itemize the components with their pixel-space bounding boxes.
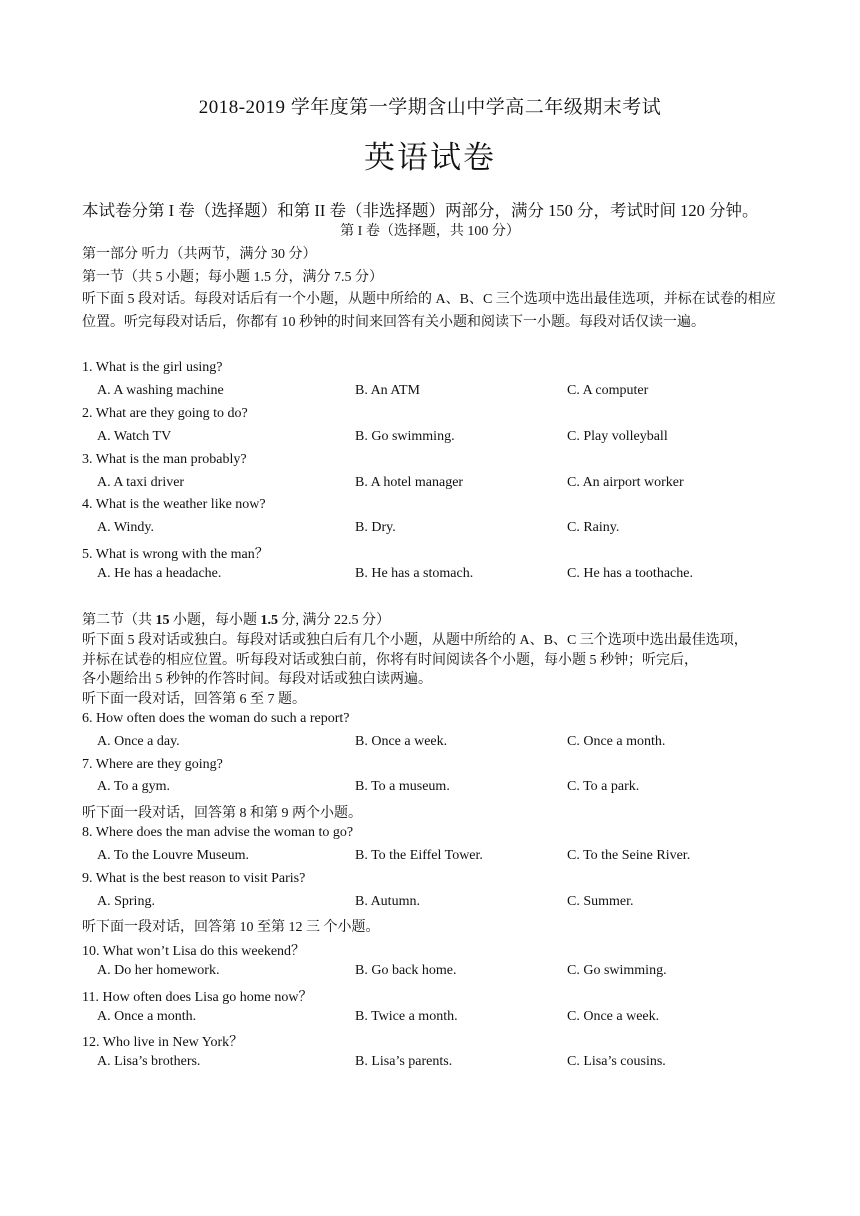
exam-intro: 本试卷分第 I 卷（选择题）和第 II 卷（非选择题）两部分，满分 150 分，考试时间 120 分钟。	[82, 201, 759, 220]
option-12c[interactable]: C. Lisa’s cousins.	[567, 1054, 666, 1069]
option-3b[interactable]: B. A hotel manager	[355, 475, 464, 490]
exam-title: 2018-2019 学年度第一学期含山中学高二年级期末考试	[198, 97, 662, 118]
question-2: 2. What are they going to do?	[82, 406, 248, 421]
question-9: 9. What is the best reason to visit Paris?	[82, 871, 306, 886]
question-4: 4. What is the weather like now?	[82, 497, 266, 512]
question-6: 6. How often does the woman do such a report?	[82, 711, 350, 726]
question-12: 12. Who live in New York？	[82, 1035, 244, 1050]
option-2b[interactable]: B. Go swimming.	[355, 429, 455, 444]
option-9c[interactable]: C. Summer.	[567, 894, 634, 909]
option-8a[interactable]: A. To the Louvre Museum.	[97, 848, 249, 863]
part1-heading: 第一部分 听力（共两节，满分 30 分）	[82, 247, 317, 262]
option-1b[interactable]: B. An ATM	[355, 383, 420, 398]
group-note-8-9: 听下面一段对话，回答第 8 和第 9 两个小题。	[82, 806, 362, 821]
section1-instructions: 听下面 5 段对话。每段对话后有一个小题，从题中所给的 A、B、C 三个选项中选出最佳选项，并标在试卷的相应位置。听完每段对话后，你都有 10 秒钟的时间来回答有关小题和阅读下一小题。每段对话仅读一遍。	[82, 292, 776, 330]
option-4a[interactable]: A. Windy.	[97, 520, 154, 535]
option-12b[interactable]: B. Lisa’s parents.	[355, 1054, 453, 1069]
option-8b[interactable]: B. To the Eiffel Tower.	[355, 848, 483, 863]
section1-heading: 第一节（共 5 小题；每小题 1.5 分，满分 7.5 分）	[82, 270, 383, 285]
option-11b[interactable]: B. Twice a month.	[355, 1009, 458, 1024]
exam-subject-title: 英语试卷	[364, 140, 496, 175]
option-10a[interactable]: A. Do her homework.	[97, 963, 220, 978]
option-11a[interactable]: A. Once a month.	[97, 1009, 197, 1024]
question-10: 10. What won’t Lisa do this weekend？	[82, 944, 306, 959]
section2-heading: 第二节（共 15 小题，每小题 1.5 分, 满分 22.5 分）	[82, 613, 390, 628]
question-11: 11. How often does Lisa go home now？	[82, 990, 313, 1005]
question-7: 7. Where are they going?	[82, 757, 223, 772]
option-4c[interactable]: C. Rainy.	[567, 520, 620, 535]
option-9b[interactable]: B. Autumn.	[355, 894, 420, 909]
option-5b[interactable]: B. He has a stomach.	[355, 566, 474, 581]
volume-heading: 第 I 卷（选择题，共 100 分）	[340, 224, 520, 239]
option-6b[interactable]: B. Once a week.	[355, 734, 448, 749]
option-1a[interactable]: A. A washing machine	[97, 383, 224, 398]
option-10c[interactable]: C. Go swimming.	[567, 963, 667, 978]
question-5: 5. What is wrong with the man？	[82, 547, 269, 562]
option-2a[interactable]: A. Watch TV	[97, 429, 172, 444]
section2-instructions-line3: 各小题给出 5 秒钟的作答时间。每段对话或独白读两遍。	[82, 672, 432, 687]
option-5a[interactable]: A. He has a headache.	[97, 566, 222, 581]
option-1c[interactable]: C. A computer	[567, 383, 649, 398]
group-note-10-12: 听下面一段对话，回答第 10 至第 12 三 个小题。	[82, 920, 380, 935]
section2-instructions-line2: 并标在试卷的相应位置。听每段对话或独白前，你将有时间阅读各个小题，每小题 5 秒钟；听完后，	[82, 653, 698, 668]
option-4b[interactable]: B. Dry.	[355, 520, 396, 535]
question-3: 3. What is the man probably?	[82, 452, 247, 467]
option-8c[interactable]: C. To the Seine River.	[567, 848, 691, 863]
option-11c[interactable]: C. Once a week.	[567, 1009, 660, 1024]
option-3a[interactable]: A. A taxi driver	[97, 475, 185, 490]
option-12a[interactable]: A. Lisa’s brothers.	[97, 1054, 201, 1069]
option-6c[interactable]: C. Once a month.	[567, 734, 666, 749]
question-1: 1. What is the girl using?	[82, 360, 223, 375]
option-6a[interactable]: A. Once a day.	[97, 734, 180, 749]
group-note-6-7: 听下面一段对话，回答第 6 至 7 题。	[82, 692, 306, 707]
option-10b[interactable]: B. Go back home.	[355, 963, 457, 978]
option-9a[interactable]: A. Spring.	[97, 894, 155, 909]
option-7b[interactable]: B. To a museum.	[355, 779, 450, 794]
option-7c[interactable]: C. To a park.	[567, 779, 640, 794]
option-7a[interactable]: A. To a gym.	[97, 779, 171, 794]
option-2c[interactable]: C. Play volleyball	[567, 429, 668, 444]
option-3c[interactable]: C. An airport worker	[567, 475, 684, 490]
option-5c[interactable]: C. He has a toothache.	[567, 566, 693, 581]
section2-instructions-line1: 听下面 5 段对话或独白。每段对话或独白后有几个小题，从题中所给的 A、B、C 三个选项中选出最佳选项，	[82, 633, 748, 648]
question-8: 8. Where does the man advise the woman to go?	[82, 825, 354, 840]
